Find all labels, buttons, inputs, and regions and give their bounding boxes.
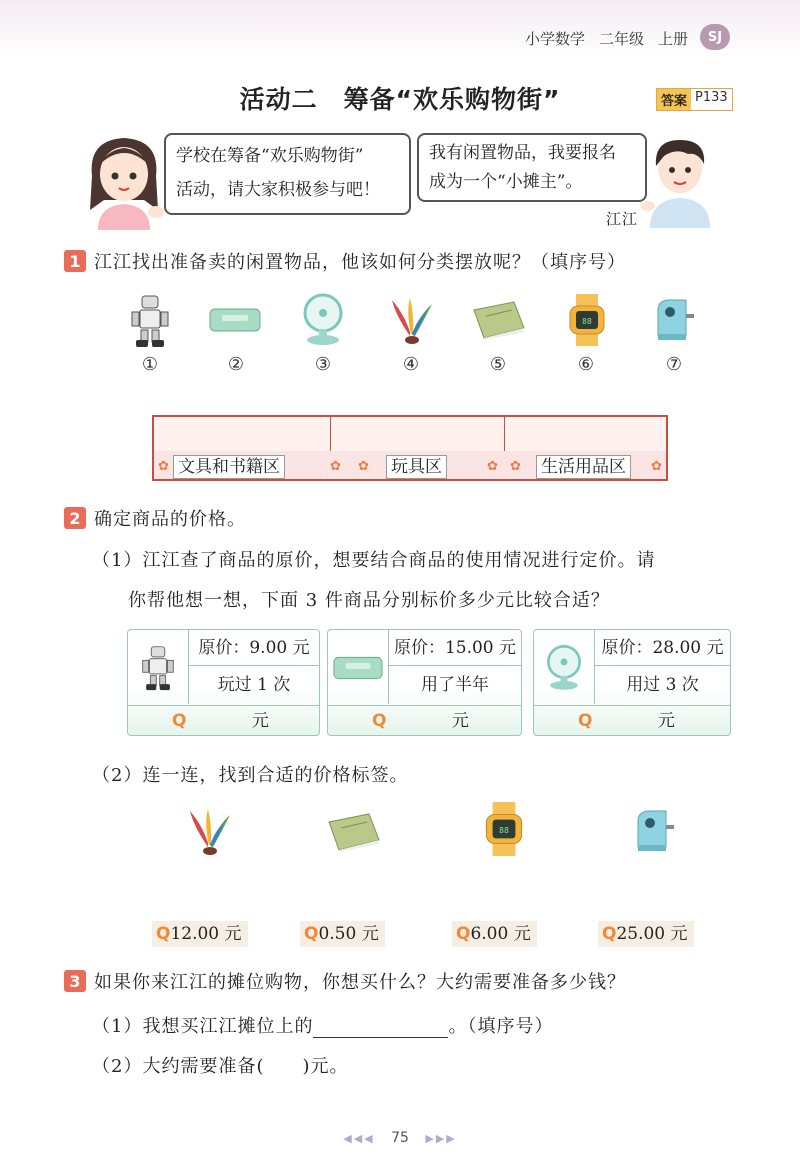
price-answer-field[interactable] — [534, 705, 730, 735]
price-tag-value: 12.00 元 — [170, 924, 242, 944]
boy-illustration — [640, 128, 720, 228]
boy-line-1: 我有闲置物品，我要报名 — [429, 143, 616, 163]
zone-toys: 玩具区 — [386, 455, 447, 479]
original-price: 原价：15.00 元 — [388, 630, 521, 666]
girl-illustration — [78, 130, 170, 232]
book-icon — [470, 300, 526, 340]
price-tag-1[interactable] — [152, 921, 248, 947]
item-number-5: ⑤ — [489, 354, 507, 375]
watch-icon[interactable] — [478, 800, 530, 858]
watch-icon — [562, 292, 612, 348]
page-number: 75 — [391, 1130, 409, 1146]
price-card-pencil-case — [327, 629, 522, 736]
shuttlecock-icon — [390, 296, 434, 346]
price-tag-icon: Q — [304, 924, 319, 944]
page-title: 活动二 筹备“欢乐购物街” — [239, 85, 561, 114]
item-number-6: ⑥ — [577, 354, 595, 375]
right-arrows-icon: ▶▶▶ — [425, 1132, 457, 1145]
item-number-2: ② — [227, 354, 245, 375]
svg-text:88: 88 — [499, 825, 509, 836]
question-2-part1-line2: 你帮他想一想，下面 3 件商品分别标价多少元比较合适？ — [128, 590, 610, 611]
question-3-line1-suffix: 。（填序号） — [448, 1016, 554, 1037]
price-tag-icon: Q — [602, 924, 617, 944]
unit-label: 元 — [451, 711, 469, 731]
price-tag-4[interactable] — [598, 921, 694, 947]
item-number-1: ① — [141, 354, 159, 375]
pencil-case-icon — [208, 305, 262, 335]
flower-decoration: ✿ — [487, 459, 498, 474]
flower-decoration: ✿ — [358, 459, 369, 474]
header-subject: 小学数学 — [524, 30, 585, 48]
question-2-number: 2 — [64, 507, 86, 529]
publisher-badge: SJ — [700, 24, 730, 50]
robot-toy-icon — [128, 630, 188, 705]
flower-decoration: ✿ — [158, 459, 169, 474]
boy-line-2: 成为一个“小摊主”。 — [429, 172, 583, 192]
answer-label: 答案 — [657, 89, 691, 110]
question-3-line2[interactable]: （2）大约需要准备( )元。 — [92, 1056, 349, 1077]
header-volume: 上册 — [657, 30, 688, 48]
usage-status: 用过 3 次 — [594, 666, 730, 704]
boy-speech-bubble — [417, 133, 647, 202]
question-2-part2: （2）连一连，找到合适的价格标签。 — [92, 765, 409, 786]
original-price: 原价：28.00 元 — [594, 630, 730, 666]
price-tag-2[interactable] — [300, 921, 385, 947]
girl-line-1: 学校在筹备“欢乐购物街” — [176, 146, 364, 166]
pencil-sharpener-icon[interactable] — [632, 806, 678, 856]
shuttlecock-icon[interactable] — [188, 806, 232, 858]
flower-decoration: ✿ — [651, 459, 662, 474]
question-3-line1 — [92, 1012, 553, 1038]
page-header — [525, 28, 688, 49]
price-card-robot — [127, 629, 320, 736]
usage-status: 玩过 1 次 — [188, 666, 319, 704]
girl-speech-bubble — [164, 133, 411, 215]
desk-fan-icon — [300, 293, 346, 347]
girl-line-2: 活动，请大家积极参与吧！ — [176, 180, 380, 200]
item-number-4: ④ — [402, 354, 420, 375]
question-1-text: 江江找出准备卖的闲置物品，他该如何分类摆放呢？（填序号） — [94, 252, 626, 273]
desk-fan-icon — [534, 630, 594, 705]
answer-page: P133 — [691, 89, 732, 110]
price-tag-icon: Q — [372, 711, 387, 731]
pencil-case-icon — [328, 630, 388, 705]
shelf-top — [152, 415, 668, 453]
price-answer-field[interactable] — [328, 705, 521, 735]
original-price: 原价：9.00 元 — [188, 630, 319, 666]
price-tag-icon: Q — [578, 711, 593, 731]
question-2-text: 确定商品的价格。 — [94, 509, 246, 530]
page-footer — [0, 1130, 800, 1146]
price-card-fan — [533, 629, 731, 736]
boy-name-label: 江江 — [606, 210, 639, 228]
svg-text:88: 88 — [582, 317, 592, 326]
question-3-text: 如果你来江江的摊位购物，你想买什么？大约需要准备多少钱？ — [94, 972, 626, 993]
price-answer-field[interactable] — [128, 705, 319, 735]
flower-decoration: ✿ — [510, 459, 521, 474]
price-tag-value: 0.50 元 — [318, 924, 379, 944]
price-tag-icon: Q — [172, 711, 187, 731]
price-tag-value: 6.00 元 — [470, 924, 531, 944]
book-icon[interactable] — [325, 812, 381, 852]
unit-label: 元 — [657, 711, 675, 731]
price-tag-icon: Q — [456, 924, 471, 944]
answer-reference — [656, 88, 733, 111]
left-arrows-icon: ◀◀◀ — [343, 1132, 375, 1145]
zone-stationery-books: 文具和书籍区 — [173, 455, 285, 479]
item-number-7: ⑦ — [665, 354, 683, 375]
header-grade: 二年级 — [598, 30, 644, 48]
flower-decoration: ✿ — [330, 459, 341, 474]
pencil-sharpener-icon — [652, 296, 698, 344]
question-2-part1-line1: （1）江江查了商品的原价，想要结合商品的使用情况进行定价。请 — [92, 550, 656, 571]
unit-label: 元 — [251, 711, 269, 731]
zone-daily-goods: 生活用品区 — [536, 455, 631, 479]
question-3-line1-prefix: （1）我想买江江摊位上的 — [92, 1016, 314, 1037]
price-tag-3[interactable] — [452, 921, 537, 947]
question-3-number: 3 — [64, 970, 86, 992]
item-number-3: ③ — [314, 354, 332, 375]
answer-blank[interactable] — [313, 1018, 448, 1038]
usage-status: 用了半年 — [388, 666, 521, 704]
robot-toy-icon — [130, 294, 170, 348]
question-1-number: 1 — [64, 250, 86, 272]
price-tag-value: 25.00 元 — [616, 924, 688, 944]
price-tag-icon: Q — [156, 924, 171, 944]
